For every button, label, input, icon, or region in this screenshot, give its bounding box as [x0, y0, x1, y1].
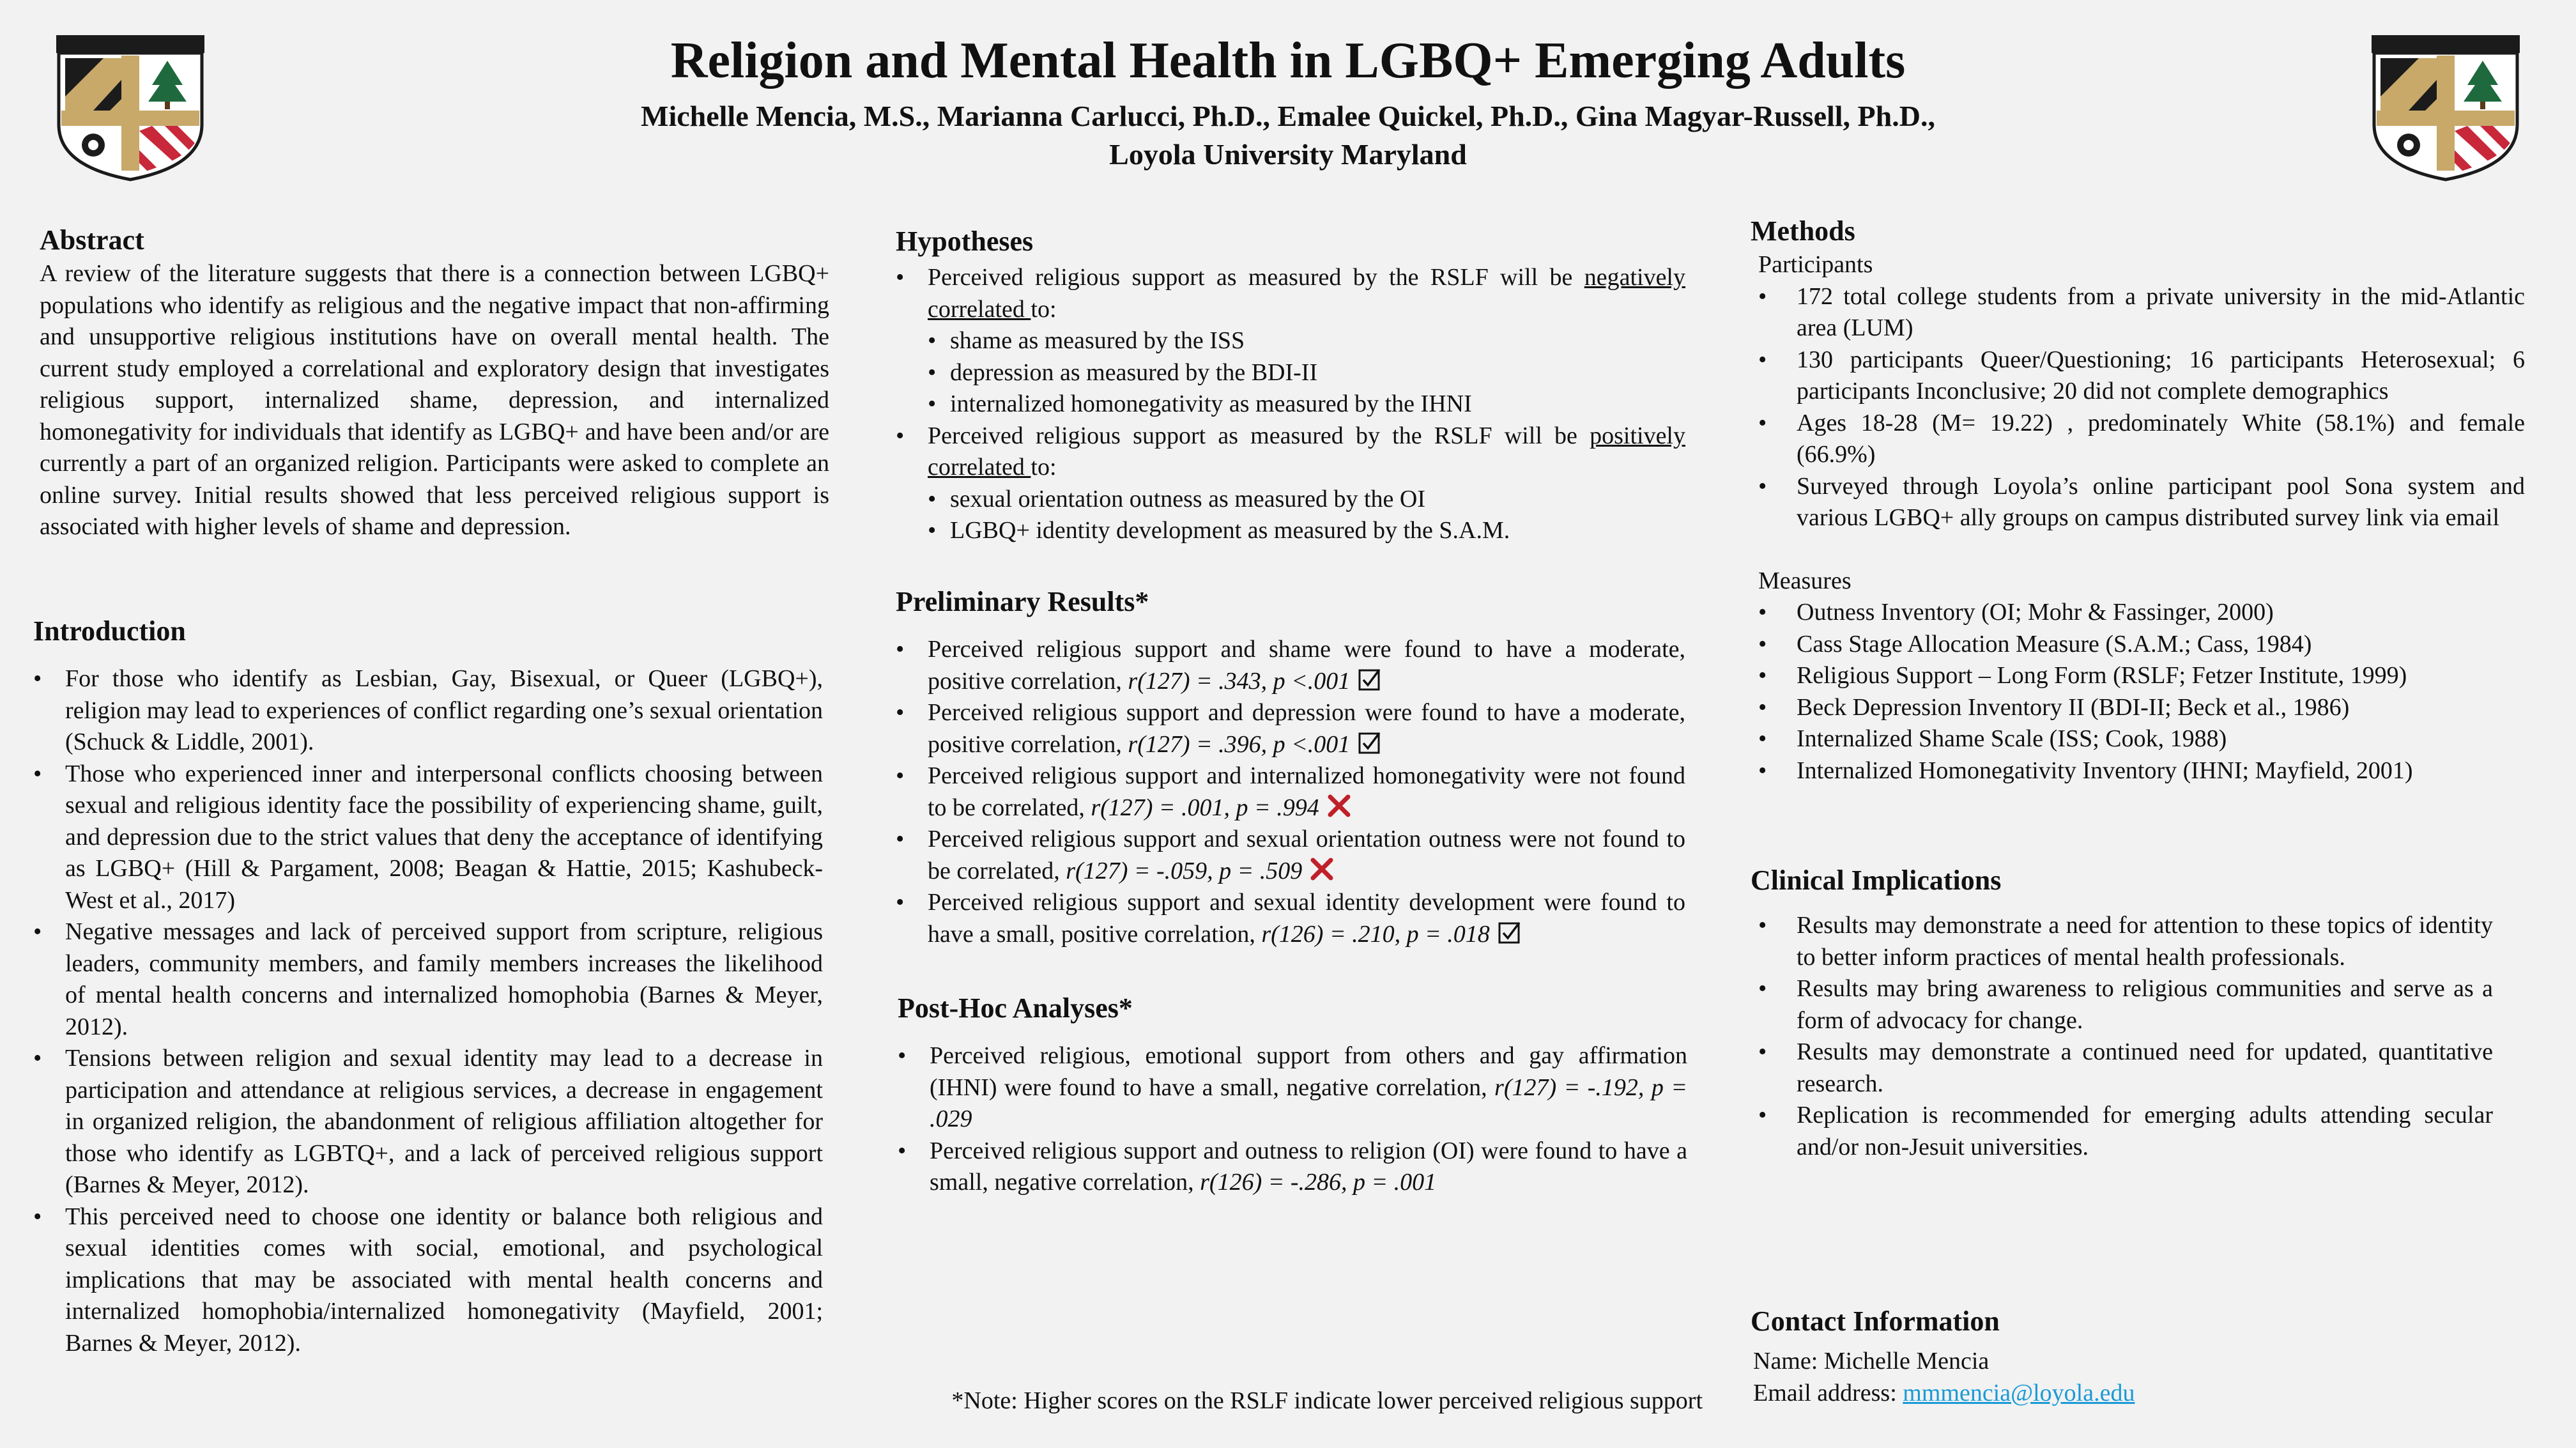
introduction-list: [33, 663, 823, 1359]
result-item: [896, 760, 1685, 824]
preliminary-list: [896, 634, 1685, 950]
result-stat: r(127) = -.059, p = .509: [1066, 857, 1303, 884]
university-crest-right: [2372, 35, 2520, 182]
list-item: • LGBQ+ identity development as measured by the S.A.M.: [896, 515, 1685, 547]
result-stat: r(127) = .396, p <.001: [1128, 730, 1351, 758]
hypotheses-section: [896, 224, 1685, 547]
result-text: Perceived religious support and depression were found to have a moderate, positive correlation,: [928, 699, 1685, 758]
list-item: • Negative messages and lack of perceived support from scripture, religious leaders, community members, and family members increases the likelihood of mental health concerns and internalized homophobia (Barnes & Meyer, 2012).: [33, 916, 823, 1043]
list-item: • Religious Support – Long Form (RSLF; Fetzer Institute, 1999): [1758, 660, 2525, 692]
result-stat: r(126) = .210, p = .018: [1261, 920, 1490, 948]
result-text: Perceived religious support and internalized homonegativity were not found to be correlated,: [928, 762, 1685, 821]
introduction-section: [33, 613, 823, 1359]
list-item: • Tensions between religion and sexual identity may lead to a decrease in participation and attendance at religious services, a decrease in engagement in organized religion, the abandonment of religious affiliation altogether for those who identify as LGBTQ+, and a lack of perceived religious support (Barnes & Meyer, 2012).: [33, 1043, 823, 1201]
measures-label: Measures: [1758, 567, 1851, 594]
author-list: [0, 97, 2576, 174]
abstract-heading: Abstract: [40, 224, 144, 256]
contact-heading: Contact Information: [1751, 1306, 2000, 1337]
check-box-icon: [1358, 730, 1382, 755]
hypothesis-2-text: Perceived religious support as measured by the RSLF will be: [928, 422, 1590, 449]
hypothesis-2-direction: positively correlated: [928, 422, 1685, 481]
result-item: [896, 887, 1685, 950]
list-item: • internalized homonegativity as measured by the IHNI: [896, 389, 1685, 420]
contact-email-line: [1751, 1378, 2525, 1410]
email-link[interactable]: mmmencia@loyola.edu: [1903, 1379, 2135, 1406]
abstract-section: [40, 222, 829, 543]
email-label: Email address:: [1753, 1379, 1903, 1406]
check-box-icon: [1358, 667, 1382, 691]
list-item: • Replication is recommended for emerging adults attending secular and/or non-Jesuit universities.: [1758, 1100, 2493, 1163]
posthoc-list: [898, 1040, 1687, 1199]
preliminary-heading: Preliminary Results*: [896, 586, 1149, 617]
result-text: Perceived religious, emotional support from others and gay affirmation (IHNI) were found to have a small, negative correlation,: [930, 1042, 1687, 1101]
list-item: • depression as measured by the BDI-II: [896, 357, 1685, 389]
result-text: Perceived religious support and sexual orientation outness were not found to be correlated,: [928, 826, 1685, 884]
check-box-icon: [1498, 920, 1522, 944]
hypothesis-1-suffix: to:: [1031, 295, 1057, 323]
result-text: Perceived religious support and shame were found to have a moderate, positive correlation,: [928, 636, 1685, 695]
list-item: • 130 participants Queer/Questioning; 16 participants Heterosexual; 6 participants Inconclusive; 20 did not complete demographics: [1758, 344, 2525, 408]
hypothesis-1: [896, 262, 1685, 420]
posthoc-heading: Post-Hoc Analyses*: [898, 992, 1133, 1024]
hypothesis-1-sublist: [896, 325, 1685, 420]
participants-label: Participants: [1758, 251, 1873, 278]
hypothesis-1-direction: negatively correlated: [928, 264, 1685, 323]
list-item: • Results may demonstrate a continued need for updated, quantitative research.: [1758, 1036, 2493, 1100]
footnote: *Note: Higher scores on the RSLF indicate lower perceived religious support: [951, 1387, 1703, 1414]
list-item: • Outness Inventory (OI; Mohr & Fassinger, 2000): [1758, 597, 2525, 629]
methods-heading: Methods: [1751, 215, 1855, 247]
result-text: Perceived religious support and outness to religion (OI) were found to have a small, negative correlation,: [930, 1137, 1687, 1196]
contact-name: Name: Michelle Mencia: [1753, 1348, 1989, 1375]
hypothesis-2-suffix: to:: [1031, 454, 1057, 481]
result-stat: r(127) = .343, p <.001: [1128, 667, 1351, 695]
list-item: • This perceived need to choose one identity or balance both religious and sexual identities comes with social, emotional, and psychological implications that may be associated with mental health concerns and internalized homophobia/internalized homonegativity (Mayfield, 2001; Barnes & Meyer, 2012).: [33, 1201, 823, 1360]
result-stat: r(127) = .001, p = .994: [1091, 794, 1319, 821]
clinical-heading: Clinical Implications: [1751, 865, 2002, 896]
result-item: [896, 697, 1685, 760]
abstract-text: A review of the literature suggests that there is a connection between LGBQ+ populations who identify as religious and the negative impact that non-affirming and unsupportive religious institutions have on overall mental health. The current study employed a correlational and exploratory design that investigates religious support, internalized shame, depression, and internalized homonegativity for individuals that identify as LGBQ+ and have been and/or are currently a part of an organized religion. Participants were asked to complete an online survey. Initial results showed that less perceived religious support is associated with higher levels of shame and depression.: [40, 260, 829, 540]
measures-list: [1758, 597, 2525, 787]
result-text: Perceived religious support and sexual identity development were found to have a small, positive correlation,: [928, 889, 1685, 948]
x-mark-icon: [1310, 857, 1334, 881]
hypothesis-1-text: Perceived religious support as measured by the RSLF will be: [928, 264, 1584, 291]
list-item: • Those who experienced inner and interpersonal conflicts choosing between sexual and religious identity face the possibility of experiencing shame, guilt, and depression due to the strict values that deny the acceptance of identifying as LGBQ+ (Hill & Pargament, 2008; Beagan & Hattie, 2015; Kashubeck-West et al., 2017): [33, 759, 823, 917]
list-item: • Cass Stage Allocation Measure (S.A.M.; Cass, 1984): [1758, 629, 2525, 661]
list-item: • shame as measured by the ISS: [896, 325, 1685, 357]
hypotheses-list: [896, 262, 1685, 547]
university-crest-left: [56, 35, 204, 182]
authors-line: Michelle Mencia, M.S., Marianna Carlucci, Ph.D., Emalee Quickel, Ph.D., Gina Magyar-Russell, Ph.D.,: [641, 100, 1935, 132]
participants-list: [1758, 281, 2525, 534]
list-item: • Internalized Homonegativity Inventory (IHNI; Mayfield, 2001): [1758, 755, 2525, 787]
hypothesis-2: [896, 420, 1685, 547]
hypothesis-2-sublist: [896, 484, 1685, 547]
contact-section: [1751, 1304, 2525, 1409]
list-item: • Results may bring awareness to religious communities and serve as a form of advocacy for change.: [1758, 973, 2493, 1036]
result-item: [898, 1040, 1687, 1136]
list-item: • Results may demonstrate a need for attention to these topics of identity to better inform practices of mental health professionals.: [1758, 910, 2493, 973]
result-stat: r(126) = -.286, p = .001: [1200, 1169, 1437, 1196]
list-item: • 172 total college students from a private university in the mid-Atlantic area (LUM): [1758, 281, 2525, 344]
result-item: [896, 824, 1685, 887]
list-item: • Internalized Shame Scale (ISS; Cook, 1988): [1758, 723, 2525, 755]
list-item: • Surveyed through Loyola’s online participant pool Sona system and various LGBQ+ ally groups on campus distributed survey link via email: [1758, 471, 2525, 534]
result-stat: r(127) = -.192, p = .029: [930, 1074, 1687, 1132]
hypotheses-heading: Hypotheses: [896, 226, 1034, 257]
result-item: [896, 634, 1685, 697]
posthoc-section: [898, 990, 1687, 1199]
clinical-implications-section: [1751, 863, 2493, 1163]
x-mark-icon: [1327, 794, 1351, 818]
introduction-heading: Introduction: [33, 615, 186, 647]
methods-section: [1751, 213, 2525, 787]
institution-line: Loyola University Maryland: [1109, 138, 1467, 171]
list-item: • Ages 18-28 (M= 19.22) , predominately White (58.1%) and female (66.9%): [1758, 408, 2525, 471]
list-item: • sexual orientation outness as measured by the OI: [896, 484, 1685, 516]
list-item: • Beck Depression Inventory II (BDI-II; Beck et al., 1986): [1758, 692, 2525, 724]
preliminary-results-section: [896, 584, 1685, 950]
clinical-list: [1758, 910, 2493, 1163]
list-item: • For those who identify as Lesbian, Gay, Bisexual, or Queer (LGBQ+), religion may lead to experiences of conflict regarding one’s sexual orientation (Schuck & Liddle, 2001).: [33, 663, 823, 759]
result-item: [898, 1136, 1687, 1199]
poster-title: Religion and Mental Health in LGBQ+ Emerging Adults: [670, 33, 1906, 89]
